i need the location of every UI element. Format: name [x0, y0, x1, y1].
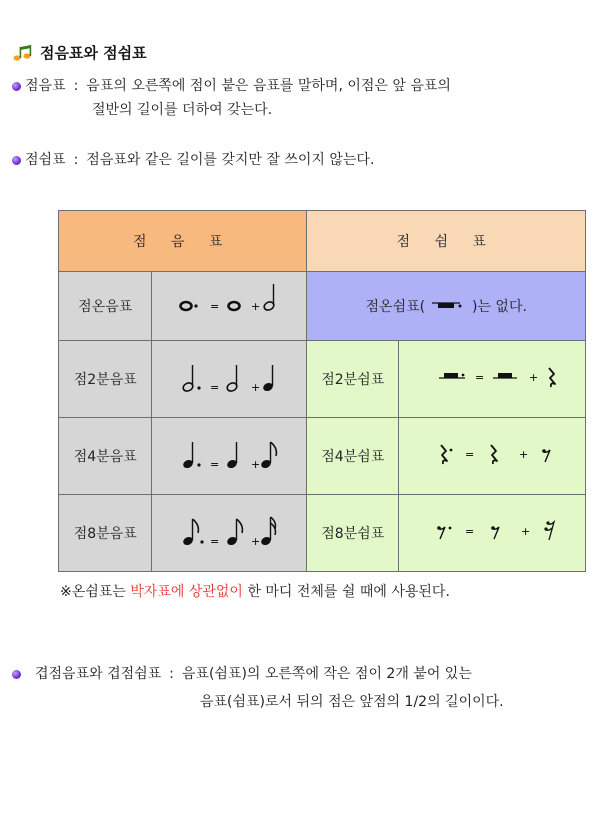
- dotted-half-rest-equation-icon: [399, 341, 585, 413]
- definition-line: 음표의 오른쪽에 점이 붙은 음표를 말하며, 이점은 앞 음표의: [86, 78, 451, 94]
- formula-dotted-quarter-note: [152, 418, 307, 495]
- plus-sign: +: [520, 525, 531, 538]
- equals-sign: =: [210, 381, 220, 394]
- label-dotted-quarter-rest: 점4분쉼표: [307, 418, 399, 495]
- definition-double-dotted: [12, 662, 472, 686]
- title-text: 점음표와 점쉼표: [40, 44, 147, 62]
- formula-dotted-half-rest: [398, 341, 585, 418]
- equals-sign: =: [464, 448, 475, 461]
- definition-line: 점음표와 같은 길이를 갖지만 잘 쓰이지 않는다.: [86, 152, 375, 168]
- term: 점음표: [25, 78, 66, 94]
- page-title: [12, 42, 147, 63]
- dotted-quarter-note-equation-icon: [152, 418, 306, 490]
- dotted-half-note-equation-icon: [152, 341, 306, 413]
- term: 점쉼표: [25, 152, 66, 168]
- separator: :: [169, 666, 174, 682]
- header-dotted-rests: 점 쉼 표: [307, 211, 586, 272]
- formula-dotted-quarter-rest: [398, 418, 585, 495]
- dotted-notes-table: [58, 210, 586, 572]
- equals-sign: =: [210, 458, 220, 471]
- dotted-eighth-note-equation-icon: [152, 495, 306, 567]
- whole-rest-note: [60, 582, 450, 602]
- plus-sign: +: [251, 300, 261, 313]
- note-suffix: 한 마디 전체를 쉴 때에 사용된다.: [242, 584, 450, 600]
- definition-dotted-rest: [12, 148, 374, 172]
- note-highlight: 박자표에 상관없이: [130, 584, 243, 600]
- rest-text-after: )는 없다.: [472, 299, 527, 315]
- definition-continuation: 음표(쉼표)로서 뒤의 점은 앞점의 1/2의 길이이다.: [200, 694, 504, 710]
- bullet-icon: [12, 156, 21, 165]
- bullet-icon: [12, 670, 21, 679]
- label-dotted-half-rest: 점2분쉼표: [307, 341, 399, 418]
- equals-sign: =: [474, 371, 485, 384]
- separator: :: [73, 152, 79, 168]
- formula-dotted-whole-note: [152, 272, 307, 341]
- label-dotted-whole-note: 점온음표: [59, 272, 152, 341]
- note-prefix: ※온쉼표는: [60, 584, 131, 600]
- definition-dotted-note: [12, 74, 451, 98]
- definition-continuation: 절반의 길이를 더하여 갖는다.: [92, 102, 273, 118]
- plus-sign: +: [251, 535, 261, 548]
- plus-sign: +: [528, 371, 539, 384]
- plus-sign: +: [251, 458, 261, 471]
- formula-dotted-eighth-note: [152, 495, 307, 572]
- label-dotted-half-note: 점2분음표: [59, 341, 152, 418]
- separator: :: [73, 78, 79, 94]
- plus-sign: +: [518, 448, 529, 461]
- equals-sign: =: [210, 300, 220, 313]
- bullet-icon: [12, 82, 21, 91]
- label-dotted-quarter-note: 점4분음표: [59, 418, 152, 495]
- term: 겹점음표와 겹점쉼표: [35, 666, 162, 682]
- plus-sign: +: [251, 381, 261, 394]
- rest-text-before: 점온쉼표(: [365, 299, 426, 315]
- equals-sign: =: [210, 535, 220, 548]
- whole-rest-icon: [430, 300, 468, 314]
- label-dotted-eighth-note: 점8분음표: [59, 495, 152, 572]
- equals-sign: =: [464, 525, 475, 538]
- dotted-whole-note-equation-icon: [152, 272, 306, 336]
- dotted-quarter-rest-equation-icon: [399, 418, 585, 490]
- definition-line: 음표(쉼표)의 오른쪽에 작은 점이 2개 붙어 있는: [181, 666, 472, 682]
- header-dotted-notes: 점 음 표: [59, 211, 307, 272]
- dotted-whole-rest-cell: [307, 272, 586, 341]
- formula-dotted-eighth-rest: [398, 495, 585, 572]
- dotted-eighth-rest-equation-icon: [399, 495, 585, 567]
- label-dotted-eighth-rest: 점8분쉼표: [307, 495, 399, 572]
- music-notes-icon: [12, 44, 34, 62]
- formula-dotted-half-note: [152, 341, 307, 418]
